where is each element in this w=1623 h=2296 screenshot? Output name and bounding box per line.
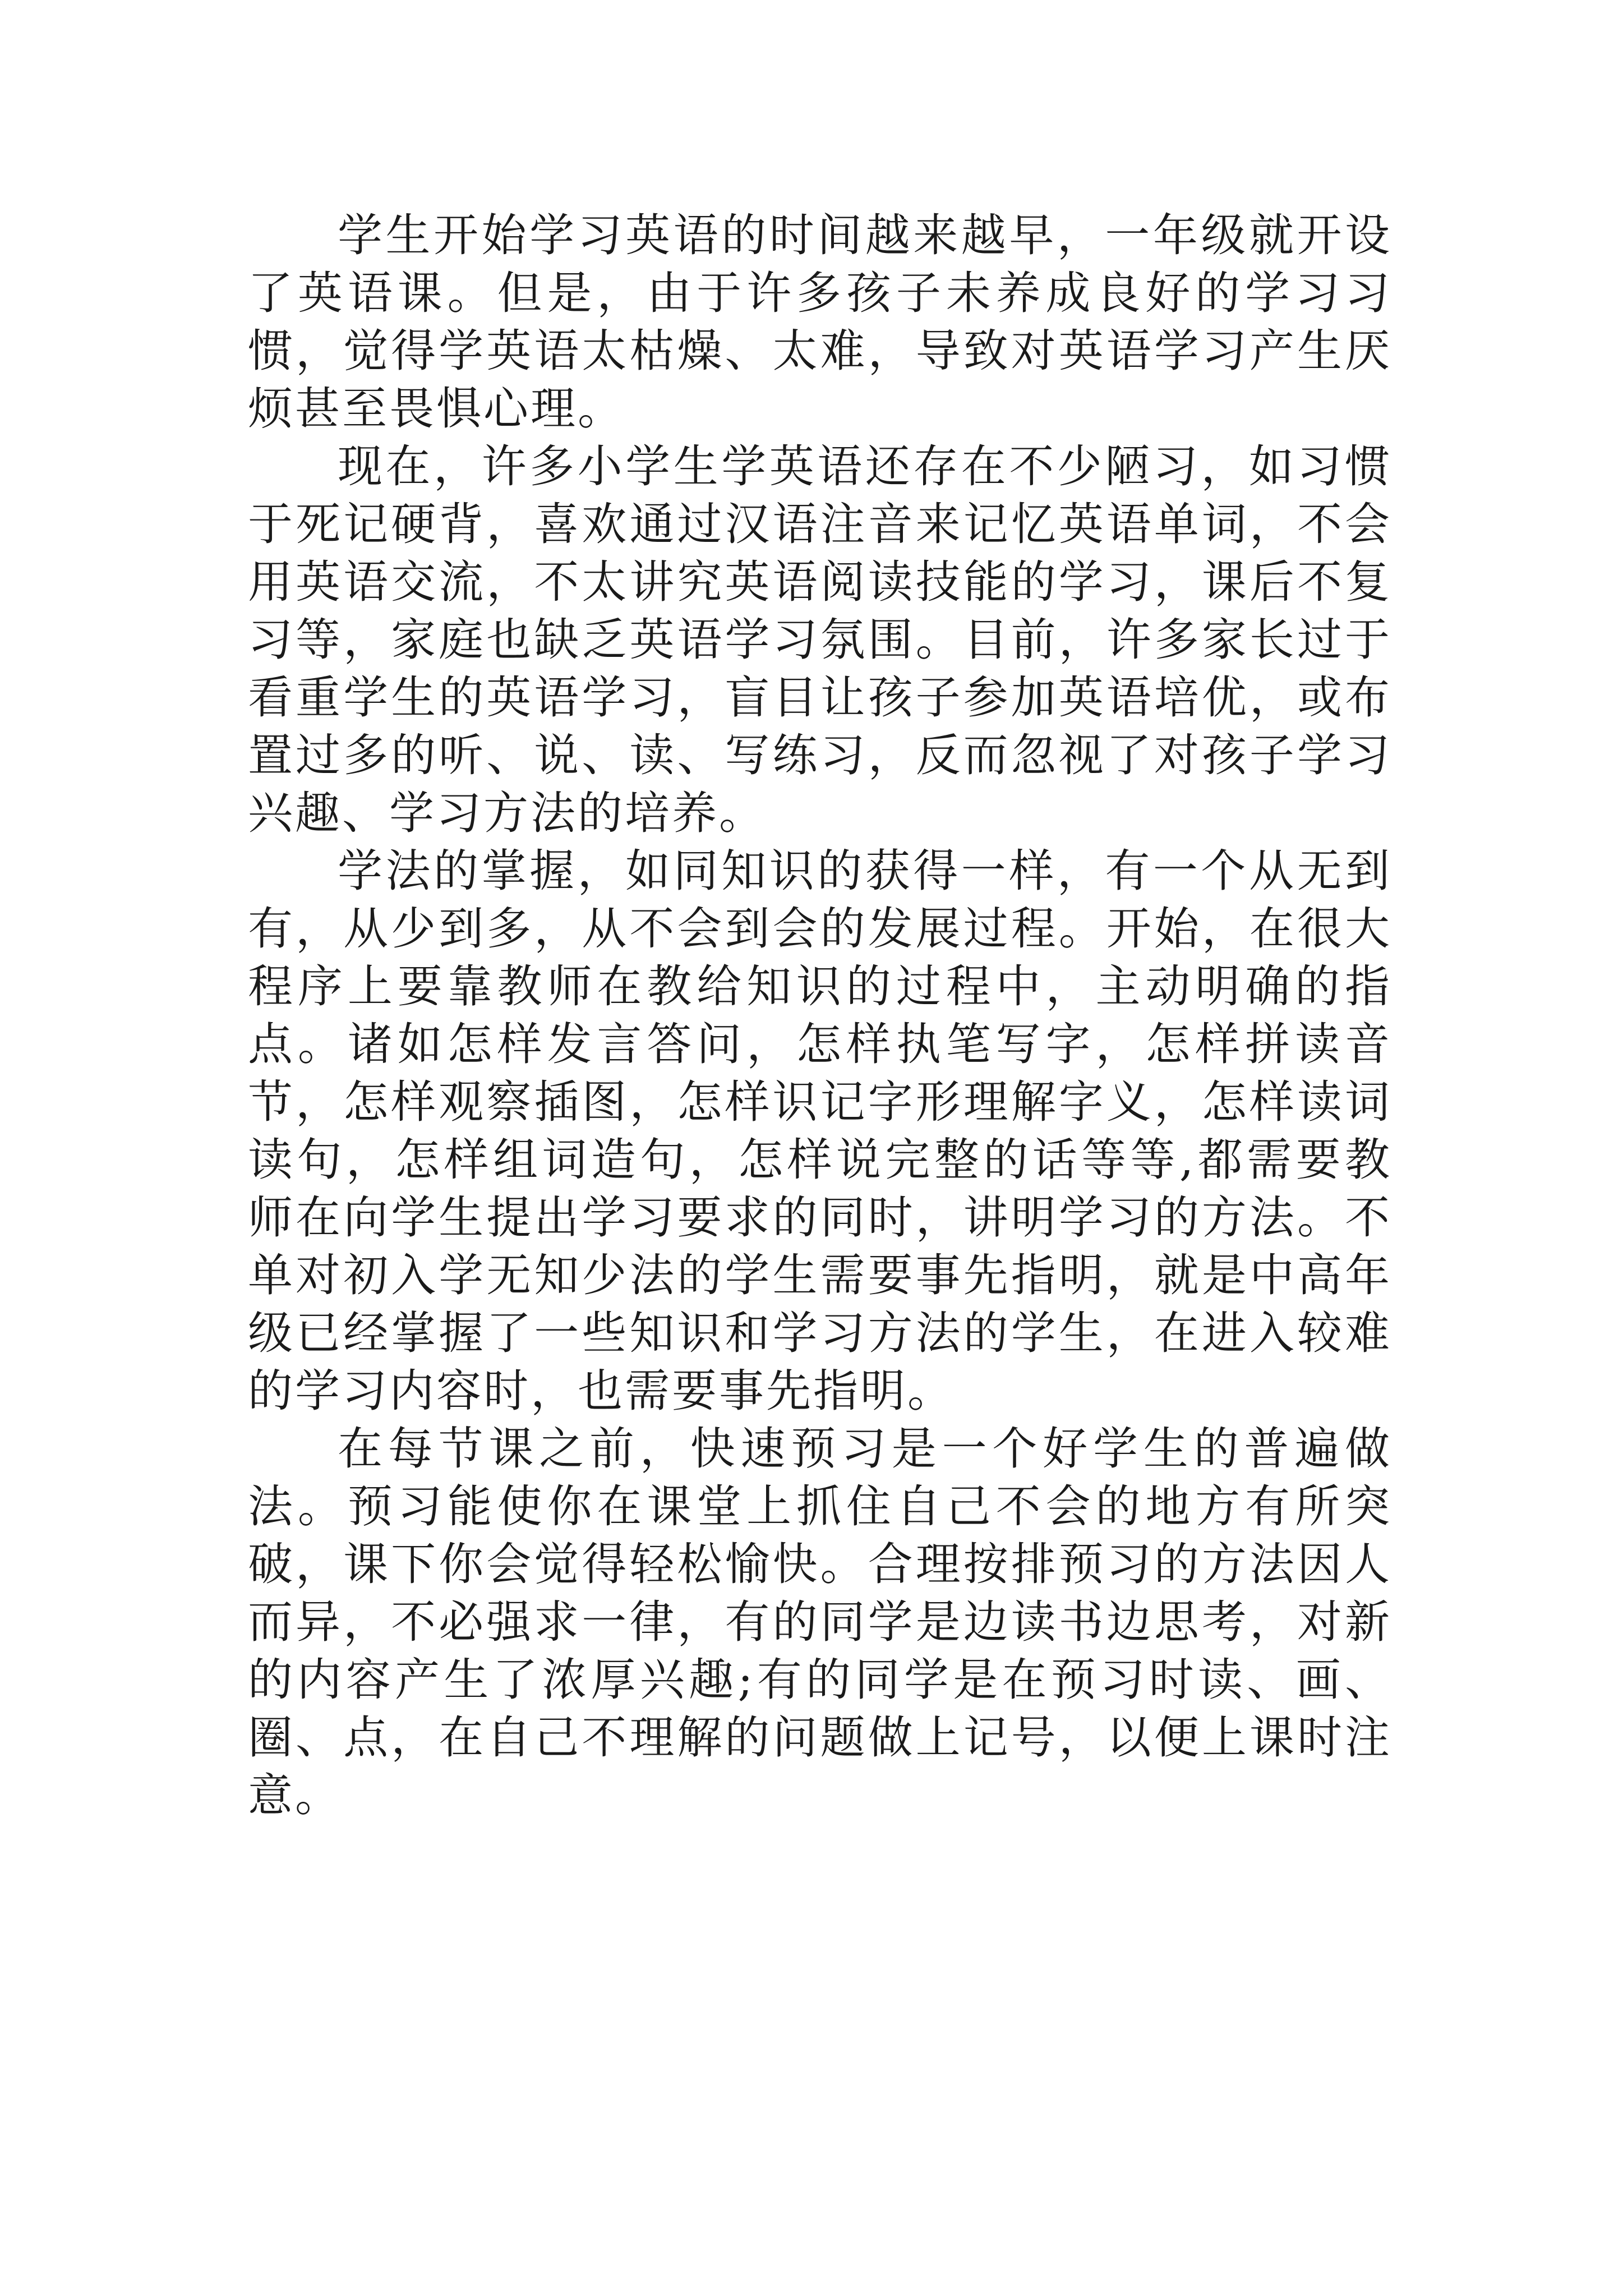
paragraph: 现在，许多小学生学英语还存在不少陋习，如习惯于死记硬背，喜欢通过汉语注音来记忆英语单词，不会用英语交流，不太讲究英语阅读技能的学习，课后不复习等，家庭也缺乏英语学习氛围。目前，许多家长过于看重学生的英语学习，盲目让孩子参加英语培优，或布置过多的听、说、读、写练习，反而忽视了对孩子学习兴趣、学习方法的培养。 [248, 440, 1392, 839]
paragraph: 在每节课之前，快速预习是一个好学生的普遍做法。预习能使你在课堂上抓住自己不会的地方有所突破，课下你会觉得轻松愉快。合理按排预习的方法因人而异，不必强求一律，有的同学是边读书边思考，对新的内容产生了浓厚兴趣;有的同学是在预习时读、画、圈、点，在自己不理解的问题做上记号，以便上课时注意。 [248, 1423, 1392, 1821]
paragraph: 学生开始学习英语的时间越来越早，一年级就开设了英语课。但是，由于许多孩子未养成良好的学习习惯，觉得学英语太枯燥、太难，导致对英语学习产生厌烦甚至畏惧心理。 [248, 209, 1392, 435]
body-text [248, 206, 1392, 1824]
paragraph: 学法的掌握，如同知识的获得一样，有一个从无到有，从少到多，从不会到会的发展过程。开始，在很大程序上要靠教师在教给知识的过程中，主动明确的指点。诸如怎样发言答问，怎样执笔写字，怎样拼读音节，怎样观察插图，怎样识记字形理解字义，怎样读词读句，怎样组词造句，怎样说完整的话等等,都需要教师在向学生提出学习要求的同时，讲明学习的方法。不单对初入学无知少法的学生需要事先指明，就是中高年级已经掌握了一些知识和学习方法的学生，在进入较难的学习内容时，也需要事先指明。 [248, 845, 1392, 1417]
